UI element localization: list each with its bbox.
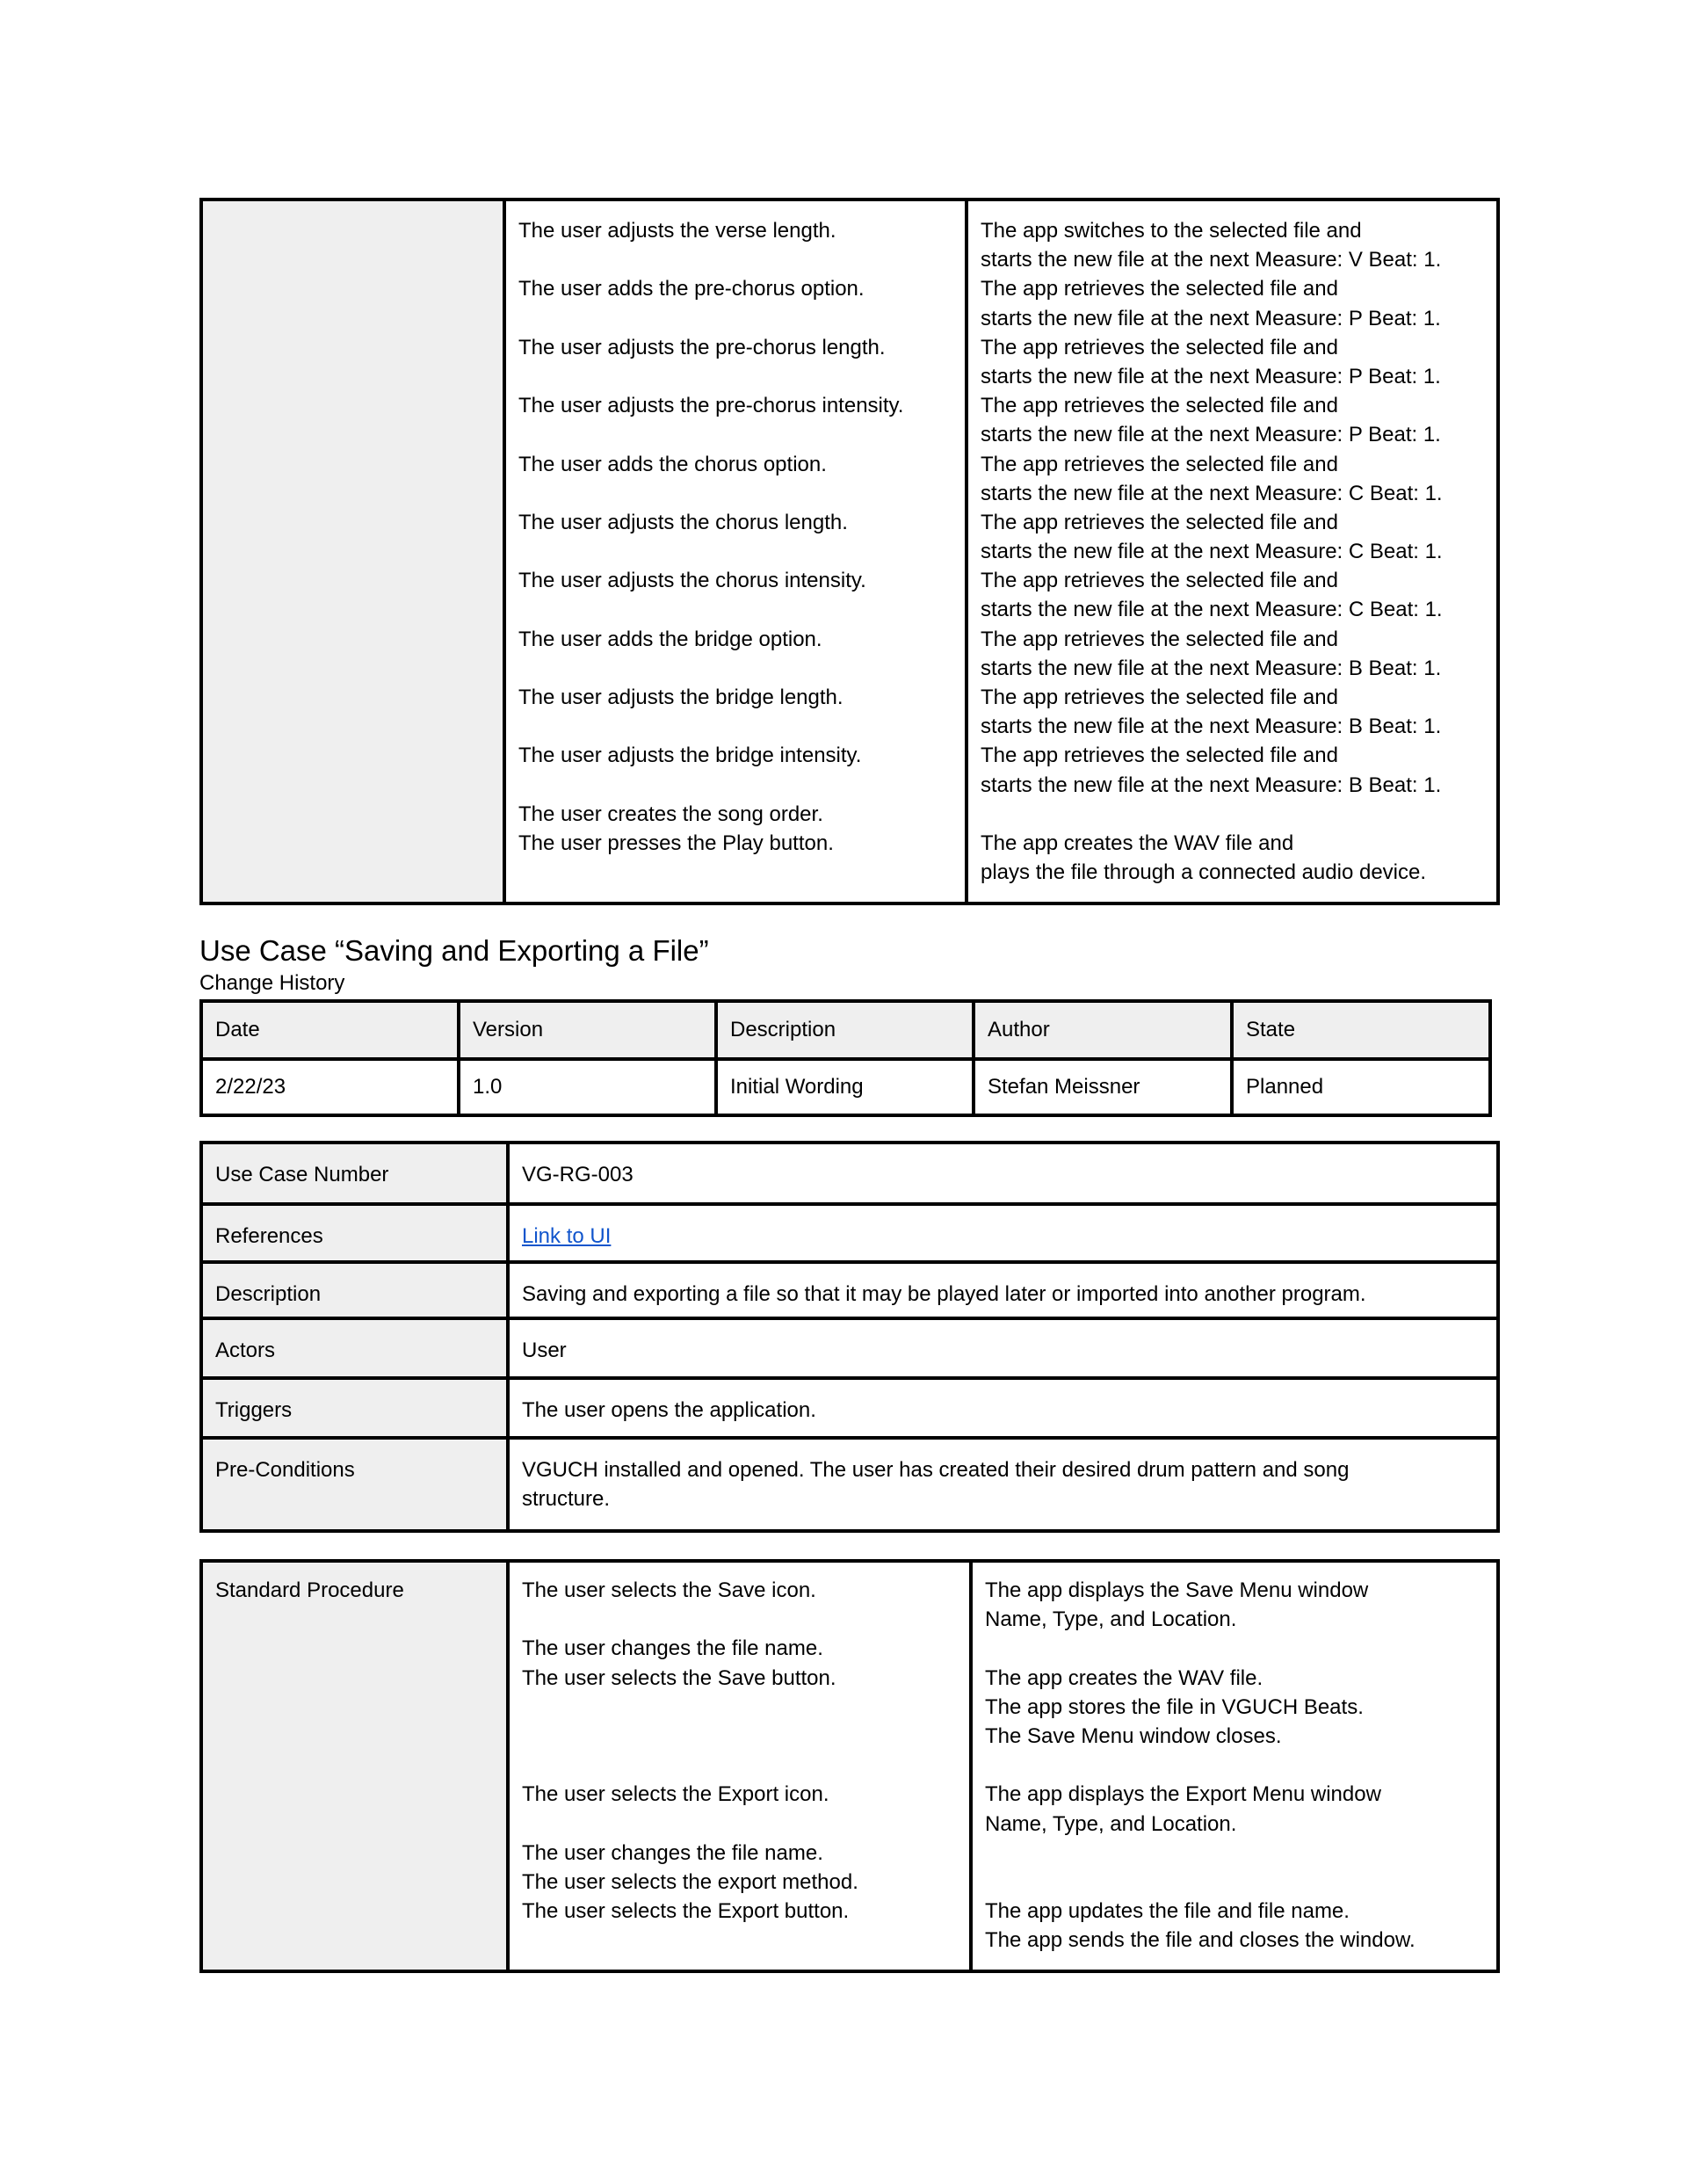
app-response: [985, 1839, 1484, 1868]
use-case-number-label-cell: [201, 1143, 508, 1204]
description-value-cell: [508, 1262, 1498, 1318]
user-step: The user adds the bridge option.: [518, 627, 822, 651]
change-history-label: Change History: [199, 971, 345, 995]
references-value-cell: [508, 1204, 1498, 1262]
header-date: Date: [201, 1001, 459, 1059]
user-step: The user adds the pre-chorus option.: [518, 277, 865, 301]
description-label-cell: [201, 1262, 508, 1318]
use-case-number-value: VG-RG-003: [522, 1163, 634, 1186]
use-case-title: Use Case “Saving and Exporting a File”: [199, 934, 709, 967]
actors-value-cell: [508, 1318, 1498, 1378]
user-step: [518, 479, 952, 508]
app-response: The app retrieves the selected file and: [981, 452, 1338, 476]
use-case-number-label: Use Case Number: [215, 1163, 389, 1186]
user-step: [522, 1693, 957, 1722]
preconditions-line: structure.: [522, 1487, 611, 1512]
app-response: starts the new file at the next Measure: P Beat: 1.: [981, 364, 1441, 388]
actors-value: User: [522, 1339, 567, 1362]
app-response: starts the new file at the next Measure: P Beat: 1.: [981, 423, 1441, 447]
standard-procedure-user-steps: [508, 1561, 971, 1971]
app-response: starts the new file at the next Measure: B Beat: 1.: [981, 656, 1442, 680]
preconditions-label-cell: [201, 1438, 508, 1531]
cell-version: 1.0: [459, 1059, 716, 1115]
app-response: starts the new file at the next Measure: C Beat: 1.: [981, 598, 1443, 622]
user-step: The user presses the Play button.: [518, 831, 834, 855]
preconditions-label: Pre-Conditions: [215, 1458, 355, 1482]
preconditions-line: VGUCH installed and opened. The user has created their desired drum pattern and song: [522, 1458, 1350, 1482]
app-response: The app sends the file and closes the window.: [985, 1928, 1415, 1953]
triggers-value-cell: [508, 1378, 1498, 1438]
previous-procedure-table: [199, 198, 1500, 905]
user-step: [518, 537, 952, 566]
user-step: The user adjusts the pre-chorus length.: [518, 335, 886, 359]
user-step: The user adjusts the pre-chorus intensity.: [518, 394, 904, 418]
user-step: The user creates the song order.: [518, 802, 823, 826]
app-response: The app retrieves the selected file and: [981, 277, 1338, 301]
user-step: The user selects the Export button.: [522, 1899, 850, 1924]
app-response: The app switches to the selected file and: [981, 219, 1362, 243]
user-step: The user selects the Save button.: [522, 1665, 836, 1690]
user-step: [518, 595, 952, 624]
standard-procedure-app-responses: [971, 1561, 1498, 1971]
app-response: [985, 1634, 1484, 1663]
app-response: Name, Type, and Location.: [985, 1811, 1237, 1836]
user-step: [518, 420, 952, 449]
previous-procedure-label-cell: [201, 200, 504, 903]
user-step: [518, 245, 952, 274]
header-author: Author: [974, 1001, 1232, 1059]
triggers-label-cell: [201, 1378, 508, 1438]
user-step: [522, 1722, 957, 1751]
app-response: The app creates the WAV file and: [981, 831, 1294, 855]
user-step: [522, 1751, 957, 1780]
app-response: plays the file through a connected audio device.: [981, 860, 1427, 885]
use-case-details-table: [199, 1141, 1500, 1533]
user-step: The user selects the export method.: [522, 1869, 858, 1894]
user-step: [518, 304, 952, 333]
user-step: The user adjusts the verse length.: [518, 219, 836, 243]
app-response: starts the new file at the next Measure: B Beat: 1.: [981, 773, 1442, 797]
user-step: [518, 712, 952, 741]
standard-procedure-table: [199, 1559, 1500, 1973]
references-label-cell: [201, 1204, 508, 1262]
app-response: The app retrieves the selected file and: [981, 335, 1338, 359]
cell-state: Planned: [1232, 1059, 1490, 1115]
triggers-label: Triggers: [215, 1398, 293, 1422]
cell-description: Initial Wording: [716, 1059, 974, 1115]
app-response: The app retrieves the selected file and: [981, 627, 1338, 651]
references-label: References: [215, 1224, 323, 1248]
user-step: [522, 1605, 957, 1634]
user-step: [518, 654, 952, 683]
app-response: The app retrieves the selected file and: [981, 510, 1338, 534]
user-step: The user adds the chorus option.: [518, 452, 827, 476]
cell-date: 2/22/23: [201, 1059, 459, 1115]
user-step: The user selects the Export icon.: [522, 1782, 829, 1807]
header-state: State: [1232, 1001, 1490, 1059]
app-response: starts the new file at the next Measure: B Beat: 1.: [981, 715, 1442, 739]
app-response: The app creates the WAV file.: [985, 1665, 1263, 1690]
cell-author: Stefan Meissner: [974, 1059, 1232, 1115]
app-response: The app stores the file in VGUCH Beats.: [985, 1694, 1364, 1719]
user-step: The user changes the file name.: [522, 1636, 823, 1661]
app-response: The app retrieves the selected file and: [981, 744, 1338, 768]
user-step: The user adjusts the chorus intensity.: [518, 569, 866, 593]
app-response: [981, 800, 1484, 829]
app-response: The app retrieves the selected file and: [981, 569, 1338, 593]
app-response: The app displays the Save Menu window: [985, 1578, 1369, 1602]
actors-label-cell: [201, 1318, 508, 1378]
header-version: Version: [459, 1001, 716, 1059]
user-step: The user adjusts the bridge intensity.: [518, 744, 862, 768]
user-step: The user adjusts the bridge length.: [518, 686, 844, 709]
standard-procedure-label: Standard Procedure: [215, 1578, 404, 1602]
change-history-table: [199, 999, 1492, 1117]
user-step: The user changes the file name.: [522, 1840, 823, 1865]
app-response: starts the new file at the next Measure: C Beat: 1.: [981, 481, 1443, 505]
use-case-number-value-cell: [508, 1143, 1498, 1204]
previous-procedure-app-responses: [967, 200, 1498, 903]
app-response: starts the new file at the next Measure: P Beat: 1.: [981, 306, 1441, 330]
app-response: [985, 1751, 1484, 1780]
app-response: The app retrieves the selected file and: [981, 686, 1338, 709]
preconditions-value-cell: [508, 1438, 1498, 1531]
header-description: Description: [716, 1001, 974, 1059]
app-response: The app displays the Export Menu window: [985, 1782, 1381, 1807]
user-step: [518, 362, 952, 391]
actors-label: Actors: [215, 1339, 276, 1362]
description-label: Description: [215, 1282, 322, 1306]
app-response: The app retrieves the selected file and: [981, 394, 1338, 418]
app-response: The app updates the file and file name.: [985, 1899, 1350, 1924]
app-response: [985, 1868, 1484, 1897]
user-step: [522, 1810, 957, 1839]
triggers-value: The user opens the application.: [522, 1398, 816, 1422]
previous-procedure-user-steps: [504, 200, 967, 903]
user-step: The user adjusts the chorus length.: [518, 510, 848, 534]
app-response: Name, Type, and Location.: [985, 1607, 1237, 1632]
app-response: starts the new file at the next Measure: C Beat: 1.: [981, 540, 1443, 564]
link-to-ui[interactable]: Link to UI: [522, 1224, 612, 1248]
user-step: The user selects the Save icon.: [522, 1578, 816, 1602]
description-value: Saving and exporting a file so that it may be played later or imported into another program.: [522, 1282, 1366, 1306]
app-response: The Save Menu window closes.: [985, 1723, 1282, 1748]
standard-procedure-label-cell: [201, 1561, 508, 1971]
app-response: starts the new file at the next Measure: V Beat: 1.: [981, 248, 1442, 272]
user-step: [518, 771, 952, 800]
